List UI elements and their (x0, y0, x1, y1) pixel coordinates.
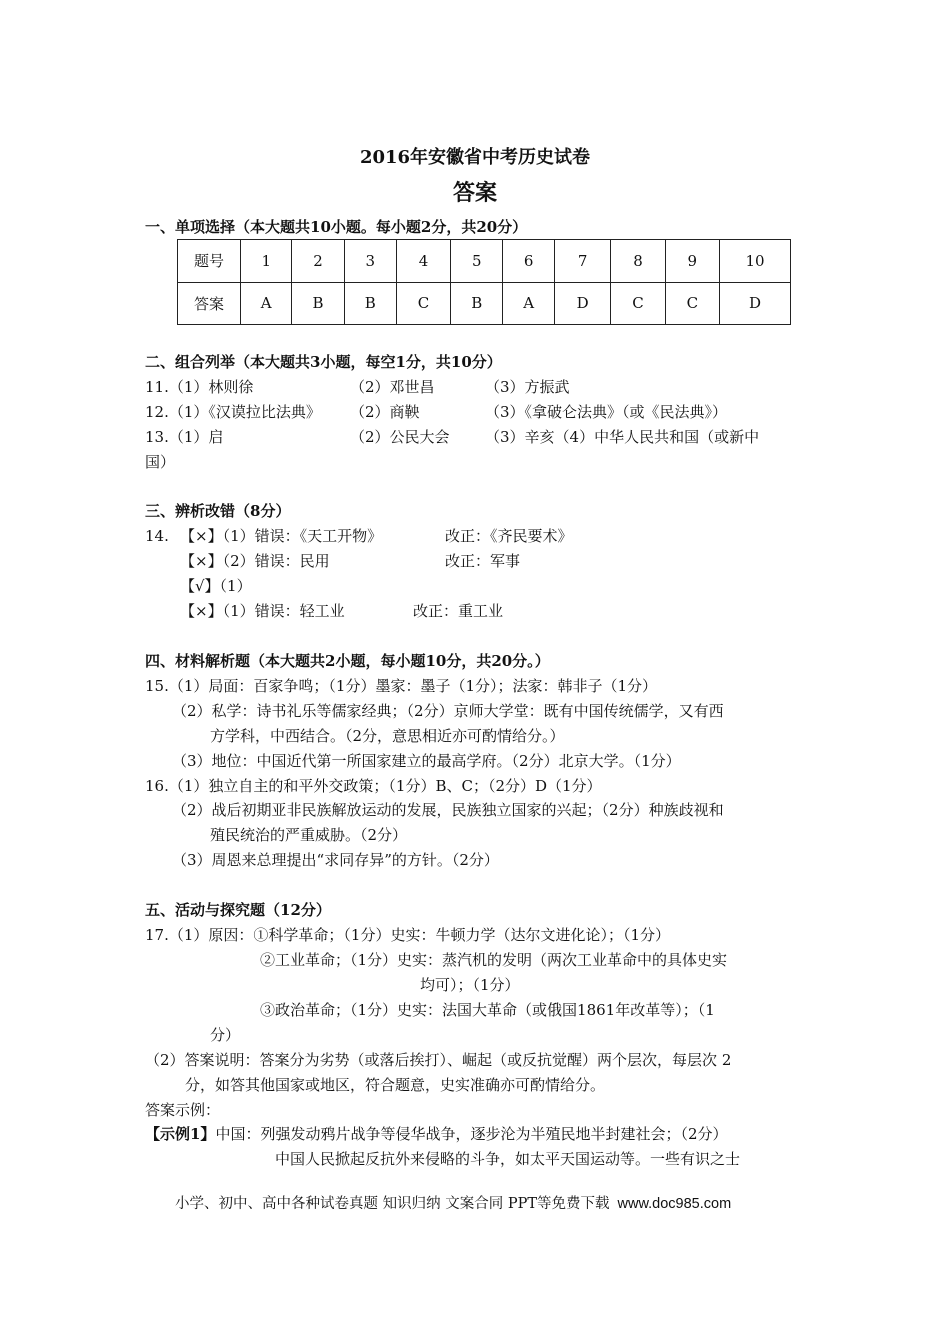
document-title: 2016年安徽省中考历史试卷 (359, 147, 591, 168)
example-1-tag: 【示例1】 (145, 1125, 216, 1143)
q16-line4: （3）周恩来总理提出“求同存异”的方针。（2分） (172, 851, 499, 869)
section-1-heading: 一、单项选择（本大题共10小题。每小题2分，共20分） (145, 218, 528, 236)
table-cell: B (292, 282, 344, 325)
section-2-heading: 二、组合列举（本大题共3小题，每空1分，共10分） (145, 353, 502, 371)
q12-part2: （2）商鞅 (350, 403, 420, 421)
example-label: 答案示例： (145, 1101, 221, 1119)
q17-line3: 均可）；（1分） (420, 976, 520, 994)
table-header-cell: 题号 (178, 240, 241, 283)
q11-part3: （3）方振武 (485, 378, 570, 396)
table-row-answers (178, 282, 791, 325)
q13-part2: （2）公民大会 (350, 428, 450, 446)
q16-line1: 16.（1）独立自主的和平外交政策；（1分）B、C；（2分）D（1分） (145, 777, 602, 795)
q15-line3: 方学科，中西结合。（2分，意思相近亦可酌情给分。） (210, 727, 565, 745)
q17-line2: ②工业革命；（1分）史实：蒸汽机的发明（两次工业革命中的具体史实 (260, 951, 728, 969)
q15-line2: （2）私学：诗书礼乐等儒家经典；（2分）京师大学堂：既有中国传统儒学，又有西 (172, 702, 724, 720)
table-row-numbers (178, 240, 791, 283)
answer-table (177, 239, 791, 325)
table-cell: 4 (396, 240, 450, 283)
table-cell: C (665, 282, 719, 325)
table-cell: 6 (503, 240, 554, 283)
table-cell: A (503, 282, 554, 325)
q14-row1-fix: 改正：《齐民要术》 (445, 527, 573, 545)
section-3-heading: 三、辨析改错（8分） (145, 502, 291, 520)
table-cell: C (611, 282, 665, 325)
table-cell: 1 (241, 240, 292, 283)
q11-part1: 11.（1）林则徐 (145, 378, 254, 396)
table-cell: 3 (344, 240, 396, 283)
q14-row2-error: 【×】（2）错误：民用 (180, 552, 330, 570)
table-cell: 7 (554, 240, 611, 283)
q13-continued: 国） (145, 453, 176, 471)
q11-part2: （2）邓世昌 (350, 378, 435, 396)
table-cell: B (344, 282, 396, 325)
q14-row4-fix: 改正：重工业 (413, 602, 504, 620)
table-cell: 2 (292, 240, 344, 283)
table-cell: D (554, 282, 611, 325)
q15-line4: （3）地位：中国近代第一所国家建立的最高学府。（2分）北京大学。（1分） (172, 752, 681, 770)
q17-line7: 分，如答其他国家或地区，符合题意，史实准确亦可酌情给分。 (185, 1076, 606, 1094)
q17-line4: ③政治革命；（1分）史实：法国大革命（或俄国1861年改革等）；（1 (260, 1001, 715, 1019)
q13-part3: （3）辛亥（4）中华人民共和国（或新中 (485, 428, 760, 446)
table-cell: 5 (451, 240, 503, 283)
example-1-text: 中国：列强发动鸦片战争等侵华战争，逐步沦为半殖民地半封建社会；（2分） (215, 1125, 728, 1143)
q14-row1-error: 【×】（1）错误：《天工开物》 (180, 527, 383, 545)
footer-text: 小学、初中、高中各种试卷真题 知识归纳 文案合同 PPT等免费下载 (175, 1196, 610, 1212)
table-cell: 8 (611, 240, 665, 283)
q12-part3: （3）《拿破仑法典》（或《民法典》） (485, 403, 728, 421)
section-4-heading: 四、材料解析题（本大题共2小题，每小题10分，共20分。） (145, 652, 550, 670)
example-1-line2: 中国人民掀起反抗外来侵略的斗争，如太平天国运动等。一些有识之士 (275, 1150, 741, 1168)
q14-number: 14. (145, 527, 169, 545)
q14-row3: 【√】（1） (180, 577, 252, 595)
q12-part1: 12.（1）《汉谟拉比法典》 (145, 403, 321, 421)
table-cell: D (720, 282, 791, 325)
q14-row4-error: 【×】（1）错误：轻工业 (180, 602, 345, 620)
table-header-cell: 答案 (178, 282, 241, 325)
q14-row2-fix: 改正：军事 (445, 552, 521, 570)
q13-part1: 13.（1）启 (145, 428, 224, 446)
table-cell: 9 (665, 240, 719, 283)
q17-line6: （2）答案说明：答案分为劣势（或落后挨打）、崛起（或反抗觉醒）两个层次，每层次 2 (145, 1051, 732, 1069)
table-cell: 10 (720, 240, 791, 283)
q16-line3: 殖民统治的严重威胁。（2分） (210, 826, 408, 844)
table-cell: B (451, 282, 503, 325)
document-subtitle: 答案 (452, 180, 497, 206)
q17-line1: 17.（1）原因：①科学革命；（1分）史实：牛顿力学（达尔文进化论）；（1分） (145, 926, 670, 944)
footer-link[interactable]: www.doc985.com (617, 1196, 732, 1212)
example-1-line1 (145, 1124, 728, 1144)
table-cell: A (241, 282, 292, 325)
q17-line5: 分） (210, 1026, 241, 1044)
table-cell: C (396, 282, 450, 325)
section-5-heading: 五、活动与探究题（12分） (145, 901, 331, 919)
footer (175, 1192, 731, 1213)
q15-line1: 15.（1）局面：百家争鸣；（1分）墨家：墨子（1分）；法家：韩非子（1分） (145, 677, 658, 695)
q16-line2: （2）战后初期亚非民族解放运动的发展，民族独立国家的兴起；（2分）种族歧视和 (172, 801, 724, 819)
